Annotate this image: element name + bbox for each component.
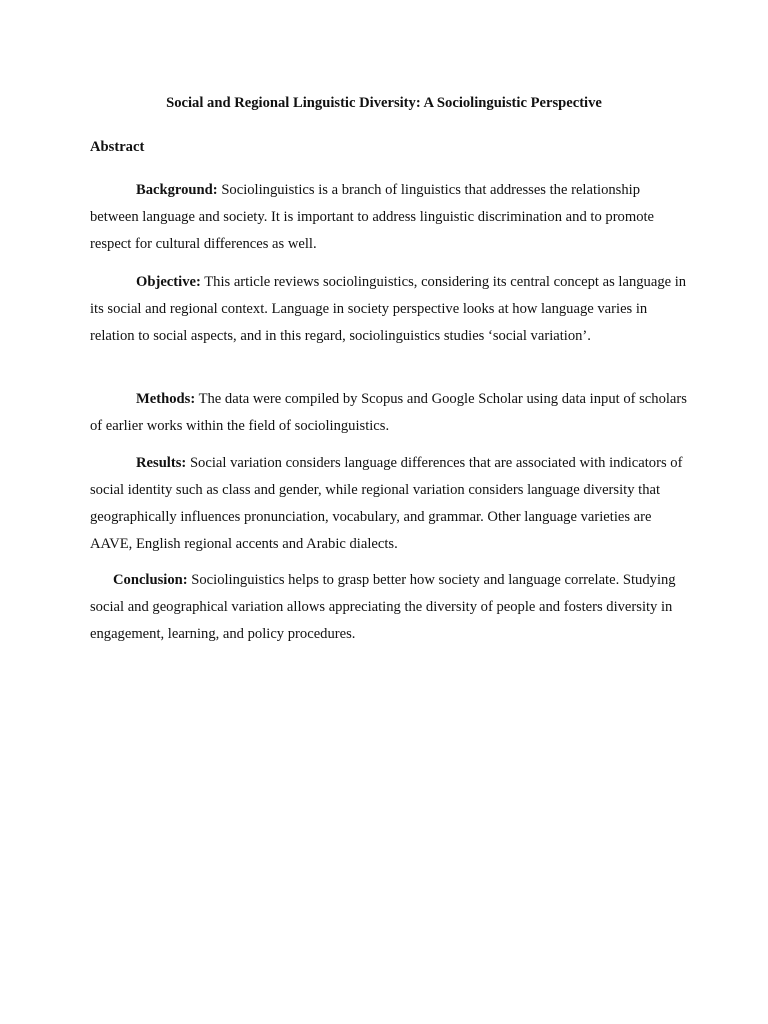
methods-label: Methods: (136, 391, 196, 407)
background-label: Background: (136, 182, 218, 198)
conclusion-paragraph (90, 567, 690, 648)
objective-paragraph (90, 269, 690, 350)
methods-text: The data were compiled by Scopus and Google Scholar using data input of scholars of earlier works within the field of sociolinguistics. (90, 391, 687, 434)
methods-paragraph (90, 386, 690, 440)
document-title: Social and Regional Linguistic Diversity: A Sociolinguistic Perspective (166, 95, 602, 111)
background-text: Sociolinguistics is a branch of linguistics that addresses the relationship between language and society. It is important to address linguistic discrimination and to promote respect for cultural differences as well. (90, 182, 655, 252)
results-text: Social variation considers language differences that are associated with indicators of social identity such as class and gender, while regional variation considers language diversity that geographically influences pronunciation, vocabulary, and grammar. Other language varieties are AAVE, English regional accents and Arabic dialects. (90, 455, 683, 552)
background-paragraph (90, 177, 690, 258)
results-label: Results: (136, 455, 187, 471)
results-paragraph (90, 450, 685, 558)
abstract-heading: Abstract (90, 139, 145, 155)
conclusion-label: Conclusion: (113, 572, 188, 588)
objective-label: Objective: (136, 274, 201, 290)
conclusion-text: Sociolinguistics helps to grasp better how society and language correlate. Studying social and geographical variation allows appreciating the diversity of people and fosters diversity in engagement, learning, and policy procedures. (90, 572, 676, 642)
objective-text: This article reviews sociolinguistics, considering its central concept as language in its social and regional context. Language in society perspective looks at how language varies in relation to social aspects, and in this regard, sociolinguistics studies ‘social variation’. (90, 274, 687, 344)
